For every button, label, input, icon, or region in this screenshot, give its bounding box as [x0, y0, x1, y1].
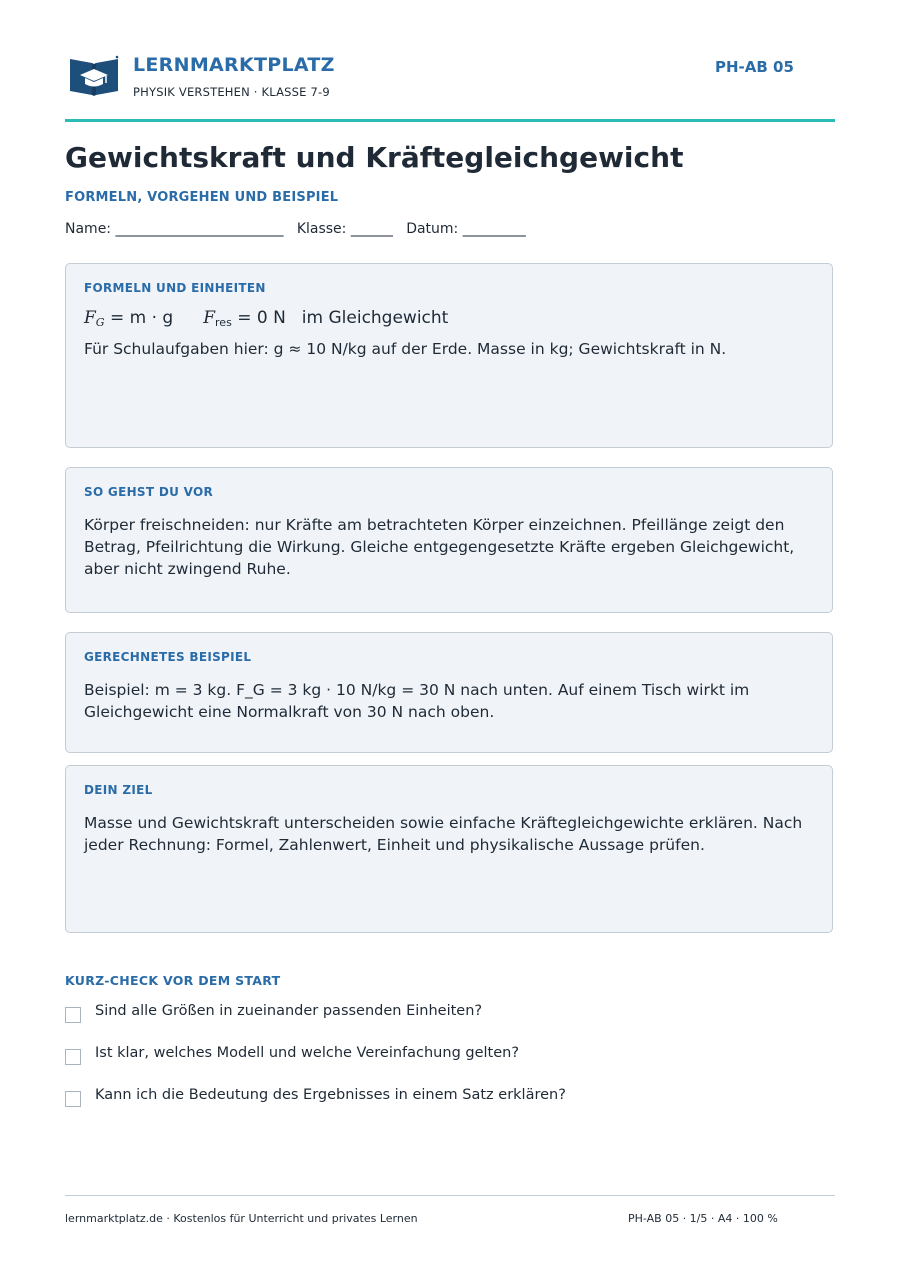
brand-name: LERNMARKTPLATZ: [133, 54, 335, 76]
formula-note: im Gleichgewicht: [301, 308, 449, 328]
footer-divider: [65, 1195, 835, 1196]
checkbox[interactable]: [65, 1049, 81, 1065]
card-text: Masse und Gewichtskraft unterscheiden sowie einfache Kräftegleichgewichte erklären. Nach jeder Rechnung: Formel, Zahlenwert, Einheit und physikalische Aussage prüfen.: [84, 814, 803, 854]
goal-card: [65, 765, 833, 933]
checklist-item[interactable]: [65, 1003, 765, 1027]
card-title: DEIN ZIEL: [84, 783, 153, 797]
checklist-item-label: Ist klar, welches Modell und welche Vereinfachung gelten?: [95, 1045, 520, 1061]
card-text: Für Schulaufgaben hier: g ≈ 10 N/kg auf der Erde. Masse in kg; Gewichtskraft in N.: [84, 340, 727, 358]
graduation-cap-book-icon: [68, 55, 120, 97]
procedure-card: [65, 467, 833, 613]
card-title: GERECHNETES BEISPIEL: [84, 650, 252, 664]
card-text: Beispiel: m = 3 kg. F_G = 3 kg · 10 N/kg = 30 N nach unten. Auf einem Tisch wirkt im Gleichgewicht eine Normalkraft von 30 N nach oben.: [84, 681, 750, 721]
checkbox[interactable]: [65, 1007, 81, 1023]
formula-rhs: = m · g: [104, 308, 174, 328]
formula-symbol: F: [203, 308, 216, 328]
checklist-item-label: Sind alle Größen in zueinander passenden Einheiten?: [95, 1003, 483, 1019]
checklist-heading: KURZ-CHECK VOR DEM START: [65, 973, 281, 988]
formulas-card: [65, 263, 833, 448]
formula-rhs: = 0 N: [231, 308, 286, 328]
page-title: Gewichtskraft und Kräftegleichgewicht: [65, 141, 684, 174]
formula-subscript: res: [215, 316, 232, 329]
header-divider: [65, 119, 835, 122]
checklist-item[interactable]: [65, 1087, 765, 1111]
document-code: PH-AB 05: [715, 58, 794, 76]
checkbox[interactable]: [65, 1091, 81, 1107]
card-title: FORMELN UND EINHEITEN: [84, 281, 266, 295]
page-subtitle: FORMELN, VORGEHEN UND BEISPIEL: [65, 190, 339, 205]
formula-symbol: F: [84, 308, 96, 328]
footer-left-text: lernmarktplatz.de · Kostenlos für Unterricht und privates Lernen: [65, 1212, 418, 1225]
example-card: [65, 632, 833, 753]
checklist-item-label: Kann ich die Bedeutung des Ergebnisses in einem Satz erklären?: [95, 1087, 566, 1103]
formula-line: [84, 308, 448, 329]
checklist-item[interactable]: [65, 1045, 765, 1069]
card-title: SO GEHST DU VOR: [84, 485, 214, 499]
brand-tagline: PHYSIK VERSTEHEN · KLASSE 7-9: [133, 85, 330, 99]
formula-subscript: G: [95, 316, 105, 329]
student-info-line: Name: ________________________ Klasse: ______ Datum: _________: [65, 221, 526, 237]
footer-page-info: PH-AB 05 · 1/5 · A4 · 100 %: [628, 1212, 778, 1225]
card-text: Körper freischneiden: nur Kräfte am betrachteten Körper einzeichnen. Pfeillänge zeigt den Betrag, Pfeilrichtung die Wirkung. Gleiche entgegengesetzte Kräfte ergeben Gleichgewicht, aber nicht zwingend Ruhe.: [84, 516, 795, 578]
